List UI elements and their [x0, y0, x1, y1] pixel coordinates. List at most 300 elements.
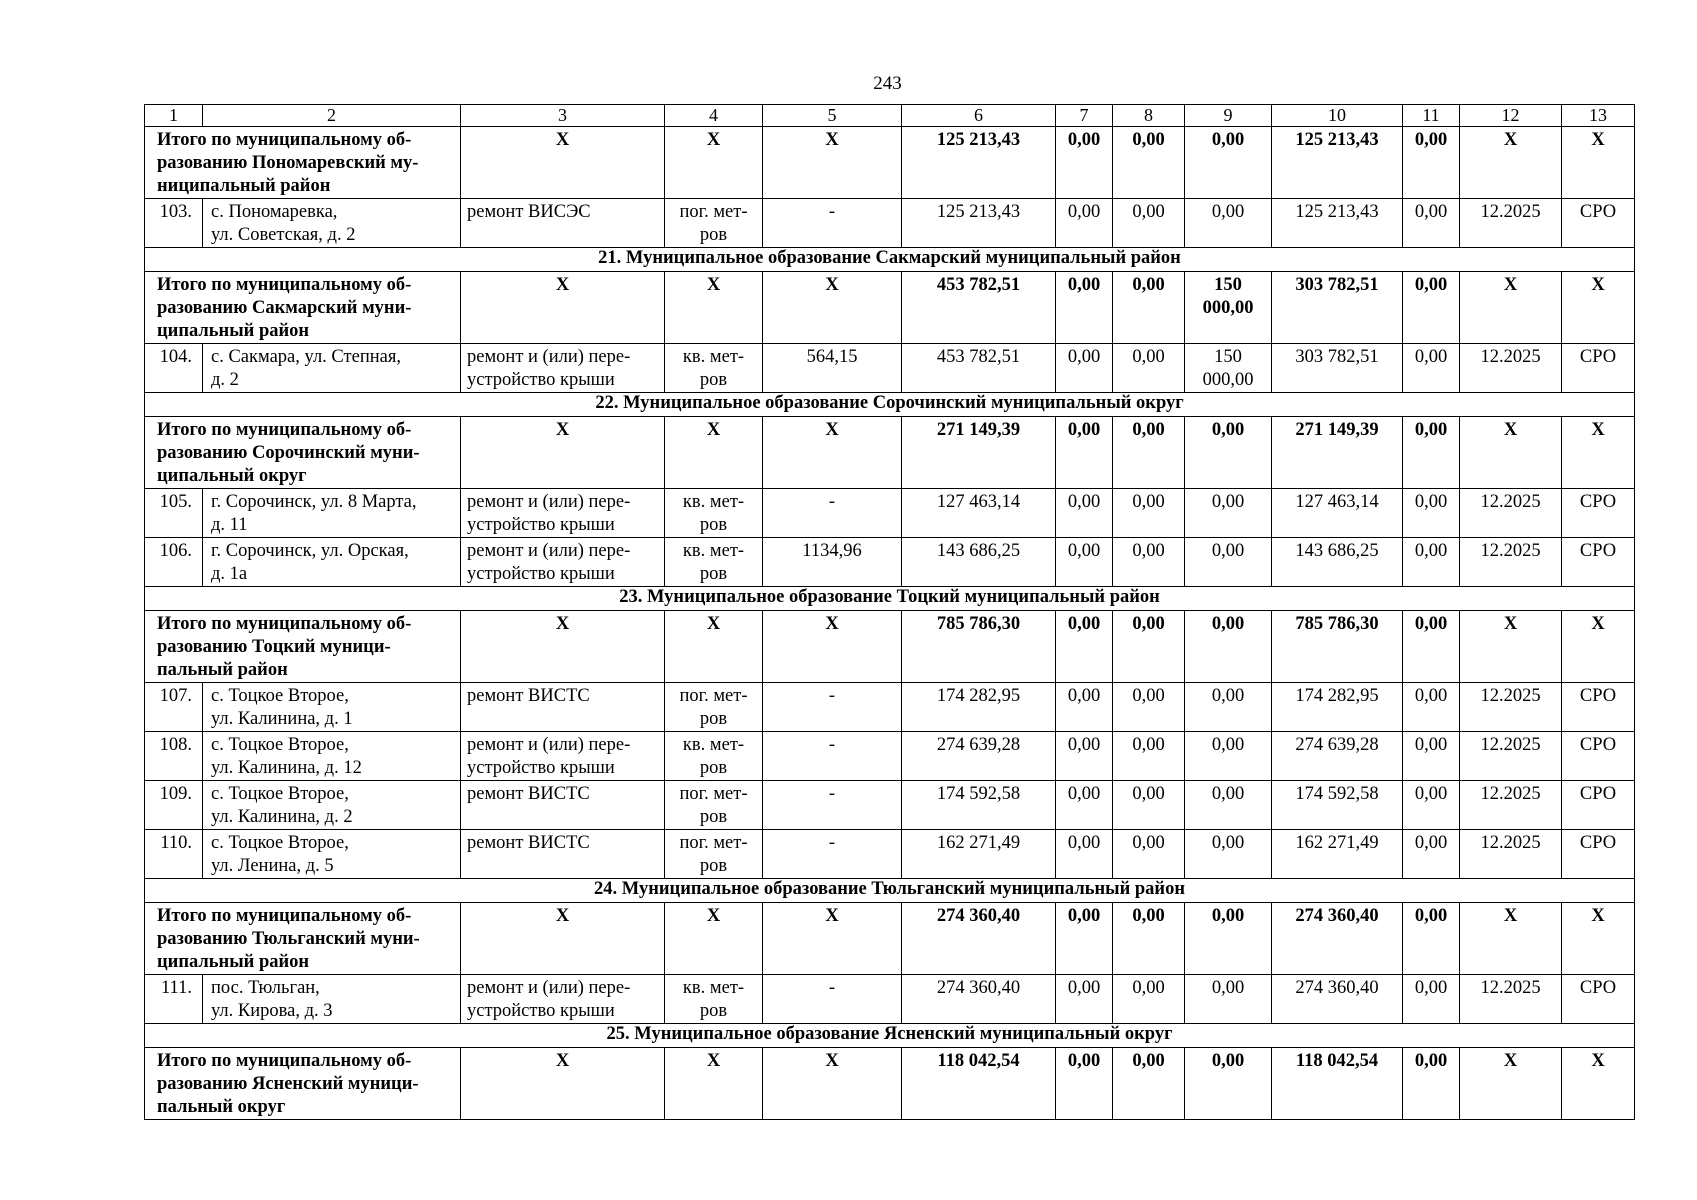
- cell-col9: [1185, 903, 1272, 975]
- cell-executor: СРО: [1562, 199, 1635, 248]
- subtotal-label: [145, 611, 461, 683]
- subtotal-row: [145, 611, 1635, 683]
- cell-unit-line: ров: [699, 1001, 728, 1021]
- table-row: [145, 538, 1635, 587]
- cell-unit: X: [665, 903, 763, 975]
- cell-col10: 271 149,39: [1272, 417, 1403, 489]
- cell-row-number: 107.: [145, 683, 203, 732]
- cell-unit: X: [665, 1048, 763, 1120]
- cell-unit: X: [665, 417, 763, 489]
- subtotal-row: [145, 903, 1635, 975]
- cell-row-number: 103.: [145, 199, 203, 248]
- table-row: [145, 732, 1635, 781]
- cell-work-type-line: ремонт ВИСТС: [467, 833, 590, 853]
- cell-address: [203, 975, 461, 1024]
- subtotal-label-line: ципальный округ: [157, 466, 307, 486]
- cell-work-type: [461, 344, 665, 393]
- cell-col9-line: 0,00: [1211, 1051, 1245, 1071]
- cell-col7: 0,00: [1056, 611, 1113, 683]
- cell-col10: 274 639,28: [1272, 732, 1403, 781]
- cell-col8: 0,00: [1113, 683, 1185, 732]
- subtotal-label-line: разованию Пономаревский му-: [157, 153, 419, 173]
- cell-col9: [1185, 538, 1272, 587]
- cell-col9-line: 0,00: [1211, 541, 1245, 561]
- cell-deadline: 12.2025: [1460, 538, 1562, 587]
- cell-work-type: X: [461, 611, 665, 683]
- cell-work-type-line: устройство крыши: [467, 515, 615, 535]
- section-title: 23. Муниципальное образование Тоцкий муниципальный район: [145, 587, 1635, 611]
- section-header-row: [145, 587, 1635, 611]
- section-title: 22. Муниципальное образование Сорочинский муниципальный округ: [145, 393, 1635, 417]
- table-row: [145, 489, 1635, 538]
- cell-unit: [665, 344, 763, 393]
- column-header: 10: [1272, 105, 1403, 127]
- subtotal-label-line: Итого по муниципальному об-: [157, 275, 412, 295]
- cell-unit-line: пог. мет-: [679, 202, 748, 222]
- cell-col7: 0,00: [1056, 489, 1113, 538]
- cell-address-line: с. Тоцкое Второе,: [211, 833, 349, 853]
- cell-total-cost: 271 149,39: [902, 417, 1056, 489]
- subtotal-label-line: разованию Сакмарский муни-: [157, 298, 412, 318]
- subtotal-label-line: Итого по муниципальному об-: [157, 130, 412, 150]
- cell-volume: X: [763, 611, 902, 683]
- cell-work-type: X: [461, 1048, 665, 1120]
- cell-work-type: [461, 830, 665, 879]
- subtotal-label-line: ципальный район: [157, 321, 310, 341]
- cell-deadline: 12.2025: [1460, 344, 1562, 393]
- cell-col11: 0,00: [1403, 611, 1460, 683]
- cell-total-cost: 118 042,54: [902, 1048, 1056, 1120]
- cell-executor: СРО: [1562, 538, 1635, 587]
- cell-col10: 174 592,58: [1272, 781, 1403, 830]
- cell-address: [203, 683, 461, 732]
- cell-unit: [665, 199, 763, 248]
- column-header: 1: [145, 105, 203, 127]
- page-number: 243: [873, 73, 902, 94]
- cell-unit-line: пог. мет-: [679, 784, 748, 804]
- cell-col9-line: 0,00: [1211, 735, 1245, 755]
- subtotal-label-line: разованию Сорочинский муни-: [157, 443, 420, 463]
- cell-col11: 0,00: [1403, 683, 1460, 732]
- cell-col8: 0,00: [1113, 611, 1185, 683]
- cell-address-line: д. 1а: [211, 564, 248, 584]
- cell-col10: 127 463,14: [1272, 489, 1403, 538]
- cell-unit-line: ров: [699, 564, 728, 584]
- cell-unit-line: ров: [699, 709, 728, 729]
- section-title: 21. Муниципальное образование Сакмарский муниципальный район: [145, 248, 1635, 272]
- cell-volume: -: [763, 199, 902, 248]
- cell-col7: 0,00: [1056, 903, 1113, 975]
- cell-row-number: 104.: [145, 344, 203, 393]
- cell-executor: СРО: [1562, 781, 1635, 830]
- subtotal-label: [145, 417, 461, 489]
- cell-executor: СРО: [1562, 830, 1635, 879]
- section-header-row: [145, 1024, 1635, 1048]
- cell-total-cost: 125 213,43: [902, 127, 1056, 199]
- column-header: 12: [1460, 105, 1562, 127]
- subtotal-label: [145, 1048, 461, 1120]
- subtotal-label: [145, 272, 461, 344]
- cell-unit: [665, 732, 763, 781]
- cell-work-type: [461, 199, 665, 248]
- cell-col7: 0,00: [1056, 732, 1113, 781]
- cell-col9: [1185, 1048, 1272, 1120]
- cell-address-line: с. Сакмара, ул. Степная,: [211, 347, 401, 367]
- cell-col11: 0,00: [1403, 272, 1460, 344]
- cell-col11: 0,00: [1403, 538, 1460, 587]
- cell-volume: -: [763, 830, 902, 879]
- cell-address-line: ул. Ленина, д. 5: [211, 856, 334, 876]
- cell-unit: [665, 781, 763, 830]
- subtotal-label-line: пальный округ: [157, 1097, 286, 1117]
- cell-work-type: X: [461, 903, 665, 975]
- cell-unit-line: кв. мет-: [682, 492, 745, 512]
- cell-col9-line: 150: [1214, 275, 1242, 295]
- cell-col10: 303 782,51: [1272, 344, 1403, 393]
- cell-col9-line: 0,00: [1211, 784, 1245, 804]
- cell-unit-line: кв. мет-: [682, 735, 745, 755]
- column-header: 11: [1403, 105, 1460, 127]
- cell-col9-line: 000,00: [1202, 370, 1254, 390]
- cell-col7: 0,00: [1056, 199, 1113, 248]
- cell-col8: 0,00: [1113, 903, 1185, 975]
- cell-volume: X: [763, 127, 902, 199]
- cell-col7: 0,00: [1056, 344, 1113, 393]
- cell-unit: [665, 489, 763, 538]
- cell-work-type: [461, 538, 665, 587]
- cell-row-number: 108.: [145, 732, 203, 781]
- cell-address-line: пос. Тюльган,: [211, 978, 320, 998]
- cell-work-type-line: ремонт и (или) пере-: [467, 735, 631, 755]
- cell-col10: 118 042,54: [1272, 1048, 1403, 1120]
- subtotal-label-line: ниципальный район: [157, 176, 331, 196]
- cell-col8: 0,00: [1113, 781, 1185, 830]
- cell-col9-line: 0,00: [1211, 978, 1245, 998]
- cell-unit: X: [665, 127, 763, 199]
- cell-address-line: ул. Кирова, д. 3: [211, 1001, 333, 1021]
- cell-col8: 0,00: [1113, 489, 1185, 538]
- cell-total-cost: 274 639,28: [902, 732, 1056, 781]
- subtotal-label-line: разованию Тюльганский муни-: [157, 929, 420, 949]
- column-number-row: [145, 105, 1635, 127]
- cell-col9: [1185, 417, 1272, 489]
- subtotal-row: [145, 127, 1635, 199]
- cell-address-line: г. Сорочинск, ул. Орская,: [211, 541, 409, 561]
- cell-col8: 0,00: [1113, 732, 1185, 781]
- cell-col9: [1185, 975, 1272, 1024]
- cell-work-type-line: устройство крыши: [467, 564, 615, 584]
- cell-work-type: X: [461, 272, 665, 344]
- subtotal-label: [145, 127, 461, 199]
- cell-work-type: [461, 732, 665, 781]
- cell-work-type: [461, 781, 665, 830]
- table-row: [145, 975, 1635, 1024]
- cell-unit-line: кв. мет-: [682, 541, 745, 561]
- cell-unit-line: кв. мет-: [682, 347, 745, 367]
- cell-col10: 162 271,49: [1272, 830, 1403, 879]
- cell-address-line: с. Тоцкое Второе,: [211, 735, 349, 755]
- table-row: [145, 199, 1635, 248]
- cell-col10: 174 282,95: [1272, 683, 1403, 732]
- cell-col7: 0,00: [1056, 272, 1113, 344]
- cell-volume: X: [763, 417, 902, 489]
- cell-volume: -: [763, 489, 902, 538]
- cell-col10: 125 213,43: [1272, 199, 1403, 248]
- cell-work-type: [461, 489, 665, 538]
- cell-col11: 0,00: [1403, 975, 1460, 1024]
- subtotal-label-line: Итого по муниципальному об-: [157, 420, 412, 440]
- subtotal-label: [145, 903, 461, 975]
- cell-unit: X: [665, 272, 763, 344]
- cell-deadline: X: [1460, 272, 1562, 344]
- cell-unit: [665, 683, 763, 732]
- capital-repair-table: [144, 104, 1635, 1120]
- cell-executor: СРО: [1562, 975, 1635, 1024]
- cell-col7: 0,00: [1056, 1048, 1113, 1120]
- cell-col11: 0,00: [1403, 830, 1460, 879]
- cell-deadline: X: [1460, 127, 1562, 199]
- cell-unit-line: ров: [699, 758, 728, 778]
- cell-volume: -: [763, 975, 902, 1024]
- cell-col9: [1185, 732, 1272, 781]
- cell-col9: [1185, 683, 1272, 732]
- cell-total-cost: 274 360,40: [902, 975, 1056, 1024]
- cell-work-type-line: устройство крыши: [467, 370, 615, 390]
- table-row: [145, 830, 1635, 879]
- cell-col9-line: 0,00: [1211, 420, 1245, 440]
- cell-deadline: X: [1460, 417, 1562, 489]
- cell-col10: 143 686,25: [1272, 538, 1403, 587]
- section-header-row: [145, 393, 1635, 417]
- cell-row-number: 109.: [145, 781, 203, 830]
- cell-col10: 303 782,51: [1272, 272, 1403, 344]
- cell-col11: 0,00: [1403, 489, 1460, 538]
- subtotal-label-line: разованию Ясненский муници-: [157, 1074, 419, 1094]
- cell-row-number: 111.: [145, 975, 203, 1024]
- cell-col9: [1185, 127, 1272, 199]
- cell-address-line: ул. Калинина, д. 12: [211, 758, 362, 778]
- cell-address: [203, 538, 461, 587]
- cell-col8: 0,00: [1113, 975, 1185, 1024]
- subtotal-label-line: ципальный район: [157, 952, 310, 972]
- cell-col11: 0,00: [1403, 781, 1460, 830]
- cell-col9-line: 0,00: [1211, 614, 1245, 634]
- cell-deadline: 12.2025: [1460, 489, 1562, 538]
- subtotal-label-line: разованию Тоцкий муници-: [157, 637, 391, 657]
- cell-executor: X: [1562, 272, 1635, 344]
- cell-work-type-line: ремонт и (или) пере-: [467, 541, 631, 561]
- cell-unit: [665, 975, 763, 1024]
- cell-address: [203, 781, 461, 830]
- cell-work-type-line: устройство крыши: [467, 758, 615, 778]
- cell-unit-line: пог. мет-: [679, 833, 748, 853]
- cell-executor: X: [1562, 903, 1635, 975]
- cell-col7: 0,00: [1056, 975, 1113, 1024]
- cell-unit-line: ров: [699, 856, 728, 876]
- cell-unit: X: [665, 611, 763, 683]
- cell-col10: 785 786,30: [1272, 611, 1403, 683]
- cell-col9: [1185, 781, 1272, 830]
- cell-deadline: 12.2025: [1460, 830, 1562, 879]
- cell-deadline: 12.2025: [1460, 781, 1562, 830]
- cell-col8: 0,00: [1113, 538, 1185, 587]
- subtotal-label-line: Итого по муниципальному об-: [157, 906, 412, 926]
- cell-deadline: 12.2025: [1460, 975, 1562, 1024]
- cell-work-type-line: ремонт ВИСТС: [467, 686, 590, 706]
- cell-deadline: X: [1460, 903, 1562, 975]
- cell-deadline: 12.2025: [1460, 199, 1562, 248]
- cell-col8: 0,00: [1113, 199, 1185, 248]
- cell-col8: 0,00: [1113, 272, 1185, 344]
- cell-unit-line: кв. мет-: [682, 978, 745, 998]
- cell-volume: 1134,96: [763, 538, 902, 587]
- cell-executor: X: [1562, 1048, 1635, 1120]
- cell-col8: 0,00: [1113, 830, 1185, 879]
- cell-col7: 0,00: [1056, 127, 1113, 199]
- cell-deadline: 12.2025: [1460, 732, 1562, 781]
- cell-col11: 0,00: [1403, 903, 1460, 975]
- subtotal-row: [145, 417, 1635, 489]
- cell-col8: 0,00: [1113, 127, 1185, 199]
- cell-total-cost: 174 282,95: [902, 683, 1056, 732]
- section-title: 25. Муниципальное образование Ясненский муниципальный округ: [145, 1024, 1635, 1048]
- section-title: 24. Муниципальное образование Тюльганский муниципальный район: [145, 879, 1635, 903]
- column-header: 5: [763, 105, 902, 127]
- cell-row-number: 106.: [145, 538, 203, 587]
- cell-work-type-line: устройство крыши: [467, 1001, 615, 1021]
- cell-unit-line: ров: [699, 370, 728, 390]
- cell-col11: 0,00: [1403, 1048, 1460, 1120]
- cell-unit-line: ров: [699, 225, 728, 245]
- section-header-row: [145, 248, 1635, 272]
- cell-work-type: X: [461, 417, 665, 489]
- cell-col11: 0,00: [1403, 127, 1460, 199]
- cell-volume: -: [763, 683, 902, 732]
- cell-col9-line: 150: [1214, 347, 1242, 367]
- cell-address-line: с. Тоцкое Второе,: [211, 784, 349, 804]
- cell-col11: 0,00: [1403, 732, 1460, 781]
- table-row: [145, 344, 1635, 393]
- cell-total-cost: 785 786,30: [902, 611, 1056, 683]
- cell-total-cost: 162 271,49: [902, 830, 1056, 879]
- subtotal-label-line: пальный район: [157, 660, 288, 680]
- cell-col9: [1185, 830, 1272, 879]
- column-header: 13: [1562, 105, 1635, 127]
- cell-volume: -: [763, 781, 902, 830]
- cell-col11: 0,00: [1403, 417, 1460, 489]
- cell-total-cost: 453 782,51: [902, 272, 1056, 344]
- cell-total-cost: 453 782,51: [902, 344, 1056, 393]
- cell-col9: [1185, 489, 1272, 538]
- cell-work-type-line: ремонт ВИСЭС: [467, 202, 591, 222]
- cell-row-number: 105.: [145, 489, 203, 538]
- cell-volume: X: [763, 903, 902, 975]
- cell-address-line: ул. Советская, д. 2: [211, 225, 356, 245]
- cell-volume: X: [763, 272, 902, 344]
- cell-total-cost: 127 463,14: [902, 489, 1056, 538]
- cell-executor: СРО: [1562, 732, 1635, 781]
- cell-unit: [665, 830, 763, 879]
- cell-work-type: [461, 975, 665, 1024]
- cell-address-line: д. 2: [211, 370, 239, 390]
- cell-col7: 0,00: [1056, 830, 1113, 879]
- cell-work-type-line: ремонт и (или) пере-: [467, 492, 631, 512]
- cell-col9-line: 0,00: [1211, 130, 1245, 150]
- cell-volume: X: [763, 1048, 902, 1120]
- cell-row-number: 110.: [145, 830, 203, 879]
- cell-col9-line: 0,00: [1211, 492, 1245, 512]
- cell-col11: 0,00: [1403, 199, 1460, 248]
- cell-address: [203, 199, 461, 248]
- cell-col8: 0,00: [1113, 344, 1185, 393]
- cell-col7: 0,00: [1056, 538, 1113, 587]
- section-header-row: [145, 879, 1635, 903]
- cell-work-type-line: ремонт ВИСТС: [467, 784, 590, 804]
- cell-executor: X: [1562, 611, 1635, 683]
- cell-col9: [1185, 272, 1272, 344]
- cell-col9-line: 0,00: [1211, 906, 1245, 926]
- cell-address: [203, 489, 461, 538]
- cell-unit-line: ров: [699, 515, 728, 535]
- cell-address-line: ул. Калинина, д. 2: [211, 807, 353, 827]
- cell-deadline: X: [1460, 611, 1562, 683]
- cell-total-cost: 143 686,25: [902, 538, 1056, 587]
- cell-col9: [1185, 199, 1272, 248]
- cell-address-line: г. Сорочинск, ул. 8 Марта,: [211, 492, 417, 512]
- cell-work-type-line: ремонт и (или) пере-: [467, 978, 631, 998]
- cell-work-type: [461, 683, 665, 732]
- cell-executor: СРО: [1562, 683, 1635, 732]
- cell-address-line: с. Тоцкое Второе,: [211, 686, 349, 706]
- cell-work-type-line: ремонт и (или) пере-: [467, 347, 631, 367]
- cell-col7: 0,00: [1056, 781, 1113, 830]
- cell-volume: -: [763, 732, 902, 781]
- column-header: 9: [1185, 105, 1272, 127]
- cell-unit-line: ров: [699, 807, 728, 827]
- subtotal-label-line: Итого по муниципальному об-: [157, 1051, 412, 1071]
- cell-unit-line: пог. мет-: [679, 686, 748, 706]
- cell-address-line: ул. Калинина, д. 1: [211, 709, 353, 729]
- subtotal-label-line: Итого по муниципальному об-: [157, 614, 412, 634]
- cell-total-cost: 274 360,40: [902, 903, 1056, 975]
- column-header: 4: [665, 105, 763, 127]
- cell-col10: 274 360,40: [1272, 903, 1403, 975]
- cell-col7: 0,00: [1056, 683, 1113, 732]
- cell-col9: [1185, 611, 1272, 683]
- table-row: [145, 683, 1635, 732]
- cell-deadline: X: [1460, 1048, 1562, 1120]
- cell-col9-line: 0,00: [1211, 686, 1245, 706]
- cell-total-cost: 125 213,43: [902, 199, 1056, 248]
- cell-executor: X: [1562, 127, 1635, 199]
- cell-col8: 0,00: [1113, 1048, 1185, 1120]
- cell-col11: 0,00: [1403, 344, 1460, 393]
- cell-unit: [665, 538, 763, 587]
- column-header: 8: [1113, 105, 1185, 127]
- cell-executor: СРО: [1562, 344, 1635, 393]
- cell-col9-line: 0,00: [1211, 833, 1245, 853]
- cell-address-line: с. Пономаревка,: [211, 202, 338, 222]
- column-header: 2: [203, 105, 461, 127]
- cell-address: [203, 344, 461, 393]
- column-header: 3: [461, 105, 665, 127]
- cell-address: [203, 830, 461, 879]
- cell-deadline: 12.2025: [1460, 683, 1562, 732]
- cell-work-type: X: [461, 127, 665, 199]
- subtotal-row: [145, 1048, 1635, 1120]
- cell-col7: 0,00: [1056, 417, 1113, 489]
- cell-col9-line: 0,00: [1211, 202, 1245, 222]
